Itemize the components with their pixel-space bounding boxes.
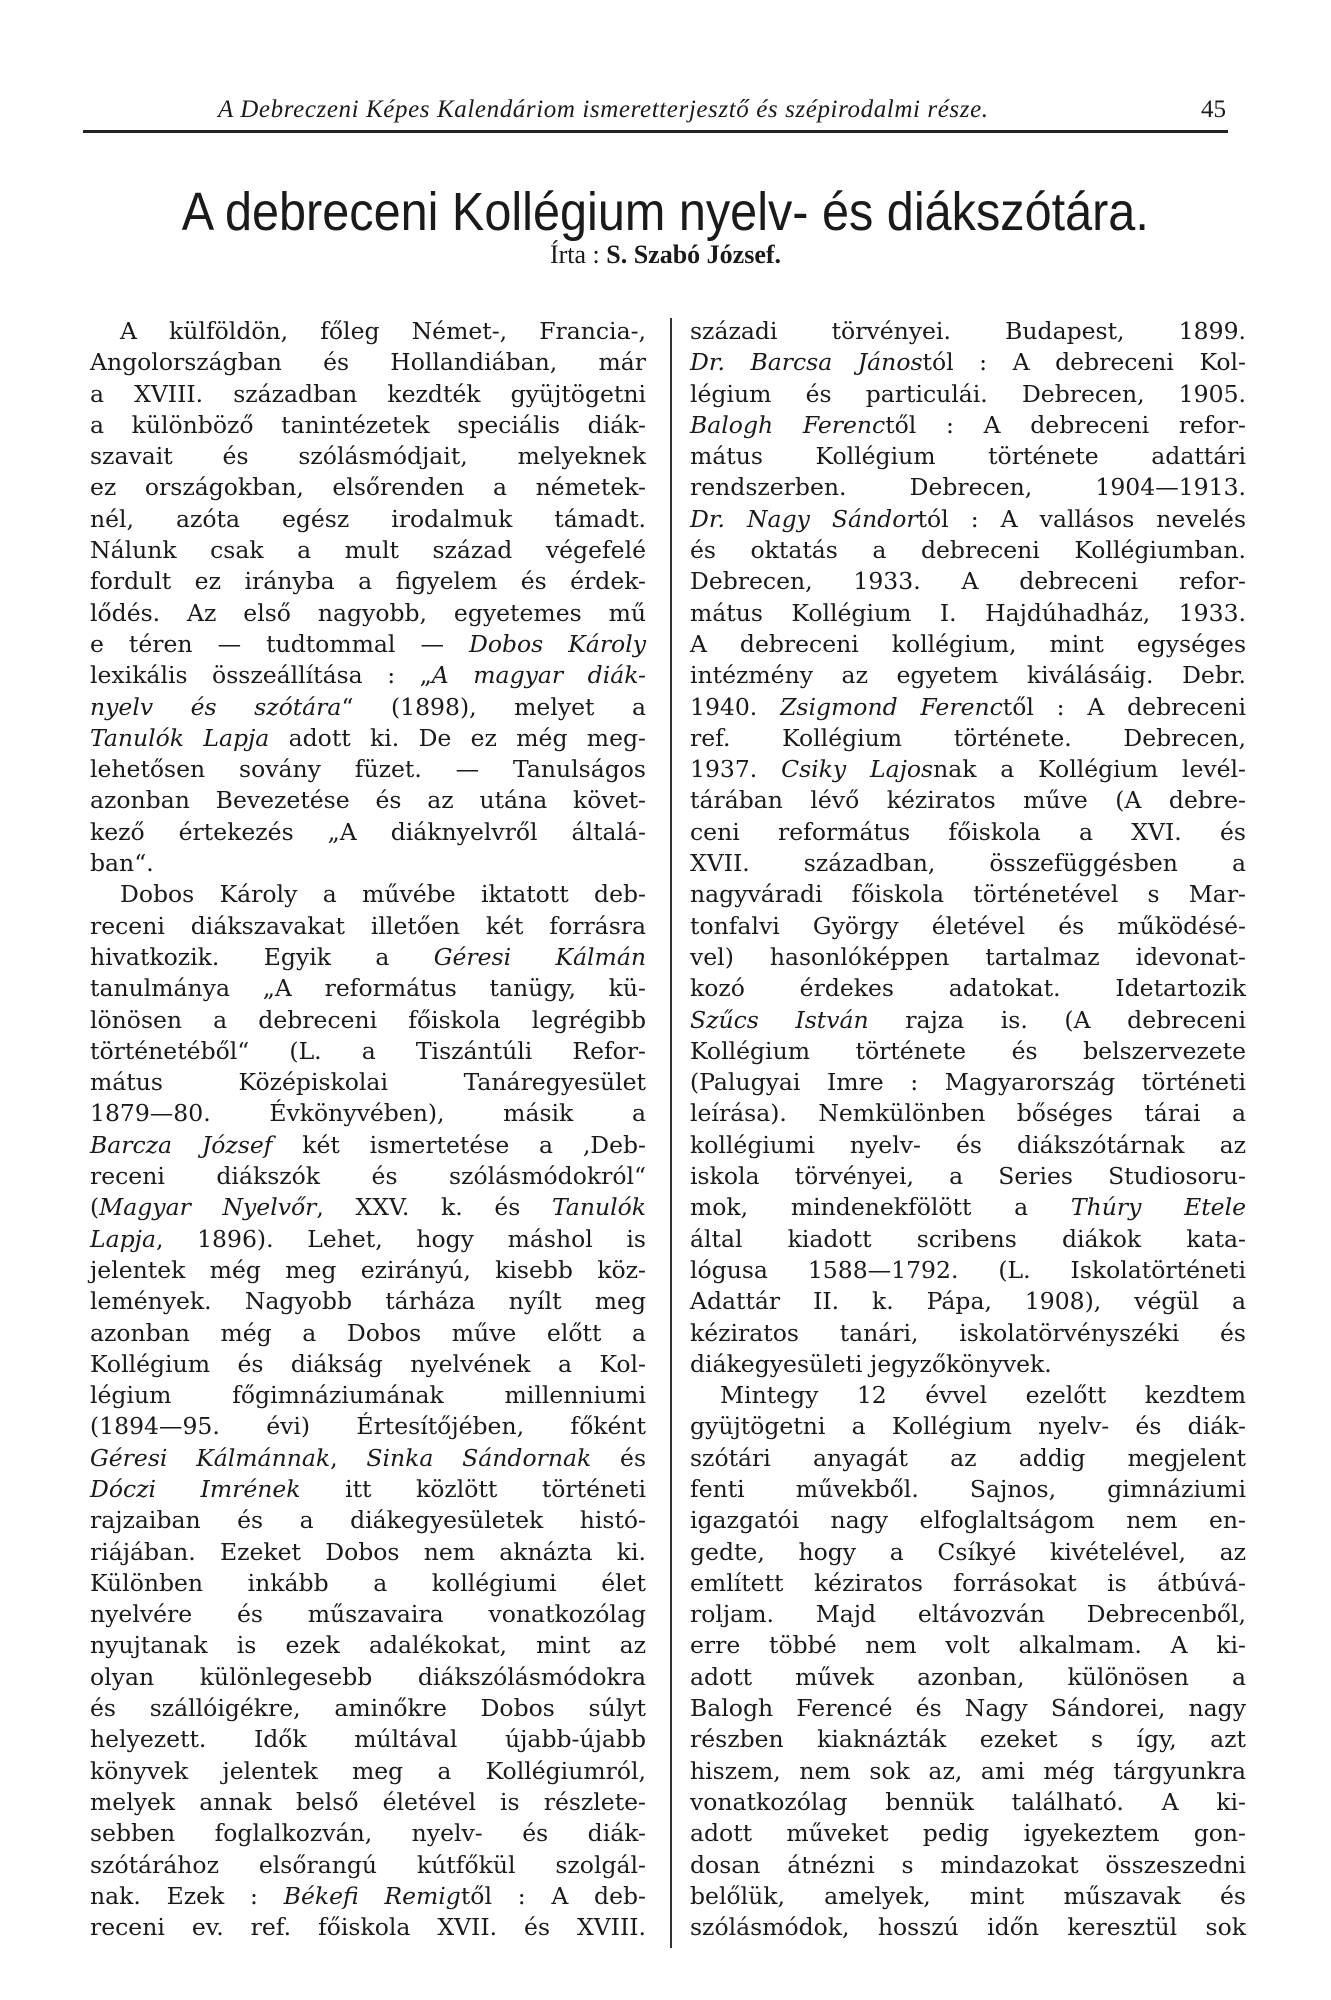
text-segment: XVII. században, összefüggésben a [690, 849, 1246, 878]
text-line [90, 879, 646, 910]
text-segment: nél, azóta egész irodalmuk támadt. [90, 504, 646, 533]
text-line [690, 879, 1246, 910]
text-segment: belőlük, amelyek, mint műszavak és [690, 1881, 1246, 1910]
text-line [90, 1630, 646, 1661]
text-segment: diákegyesületi jegyzőkönyvek. [690, 1349, 1052, 1378]
italic-text: Dr. Nagy Sándor [690, 504, 918, 533]
text-line [690, 1881, 1246, 1912]
text-segment: itt közlött történeti [300, 1474, 647, 1503]
text-line [690, 1505, 1246, 1536]
text-line [690, 817, 1246, 848]
text-line [690, 1630, 1246, 1661]
text-segment: mátus Középiskolai Tanáregyesület [90, 1068, 646, 1097]
text-line [90, 410, 646, 441]
text-line [690, 1756, 1246, 1787]
text-segment: Angolországban és Hollandiában, már [90, 348, 646, 377]
text-segment: századi törvényei. Budapest, 1899. [690, 317, 1246, 345]
text-segment: tól : A debreceni Kol- [922, 348, 1246, 377]
text-segment: azonban még a Dobos műve előtt a [90, 1318, 646, 1347]
text-segment: e téren — tudtommal — [90, 629, 469, 658]
italic-text: Tanulók Lapja [90, 723, 270, 752]
text-line [690, 316, 1246, 347]
text-segment: , 1896). Lehet, hogy máshol is [155, 1224, 646, 1253]
text-segment: 1879—80. Évkönyvében), másik a [90, 1099, 646, 1128]
text-line [90, 1255, 646, 1286]
text-segment: azonban Bevezetése és az utána követ- [90, 786, 646, 815]
text-line [690, 379, 1246, 410]
text-line [90, 535, 646, 566]
text-segment: tonfalvi György életével és működésé- [690, 911, 1246, 940]
italic-text: Békefi Remig [283, 1881, 461, 1910]
text-line [690, 1098, 1246, 1129]
text-segment: receni diákszók és szólásmódokról“ [90, 1162, 646, 1191]
italic-text: Géresi Kálmánnak [90, 1443, 331, 1472]
text-segment: sebben foglalkozván, nyelv- és diák- [90, 1819, 646, 1848]
text-line [690, 472, 1246, 503]
text-segment: rajza is. (A debreceni [868, 1005, 1247, 1034]
italic-text: Balogh Ferenc [690, 410, 886, 439]
text-line [90, 1098, 646, 1129]
text-line [690, 1662, 1246, 1693]
text-line [690, 535, 1246, 566]
text-line [90, 692, 646, 723]
text-line [90, 1537, 646, 1568]
text-line [690, 1380, 1246, 1411]
text-segment: hivatkozik. Egyik a [90, 942, 434, 971]
italic-text: Tanulók [551, 1193, 646, 1222]
text-line [690, 1724, 1246, 1755]
text-line [90, 347, 646, 378]
text-segment: rajzaiban és a diákegyesületek histó- [90, 1506, 646, 1535]
italic-text: Géresi Kálmán [433, 942, 646, 971]
text-line [90, 1224, 646, 1255]
text-line [690, 1474, 1246, 1505]
italic-text: Szűcs István [690, 1005, 869, 1034]
italic-text: Dóczi Imrének [90, 1474, 301, 1503]
text-line [690, 973, 1246, 1004]
text-line [90, 566, 646, 597]
text-segment: kollégiumi nyelv- és diákszótárnak az [690, 1130, 1246, 1159]
text-segment: (Palugyai Imre : Magyarország történeti [690, 1068, 1246, 1097]
text-line [690, 848, 1246, 879]
text-segment: gyüjtögetni a Kollégium nyelv- és diák- [690, 1412, 1246, 1441]
text-segment: melyek annak belső életével is részlete- [90, 1787, 646, 1816]
text-segment: tárában lévő kéziratos műve (A debre- [690, 786, 1246, 815]
text-segment: ceni református főiskola a XVI. és [690, 817, 1246, 846]
text-line [90, 504, 646, 535]
text-line [90, 1912, 646, 1943]
text-line [90, 1380, 646, 1411]
text-line [690, 1192, 1246, 1223]
text-segment: 1940. [690, 692, 781, 721]
text-segment: légium és particulái. Debrecen, 1905. [690, 379, 1246, 408]
text-line [90, 1411, 646, 1442]
text-line [90, 1724, 646, 1755]
text-segment: től : A debreceni refor- [885, 410, 1246, 439]
italic-text: Dr. Barcsa János [690, 348, 923, 377]
text-segment: ez országokban, elsőrenden a németek- [90, 473, 646, 502]
text-segment: leírása). Nemkülönben bőséges tárai a [690, 1099, 1246, 1128]
text-line [90, 1599, 646, 1630]
text-line [690, 1411, 1246, 1442]
text-line [90, 441, 646, 472]
text-segment: jelentek még meg ezirányú, kisebb köz- [90, 1255, 646, 1284]
text-line [90, 1756, 646, 1787]
text-segment: mátus Kollégium I. Hajdúhadház, 1933. [690, 598, 1246, 627]
text-segment: Kollégium és diákság nyelvének a Kol- [90, 1349, 646, 1378]
text-segment: lemények. Nagyobb tárháza nyílt meg [90, 1287, 646, 1316]
page-number: 45 [1201, 96, 1226, 123]
text-segment: receni ev. ref. főiskola XVII. és XVIII. [90, 1913, 646, 1942]
text-line [690, 692, 1246, 723]
text-line [690, 1005, 1246, 1036]
text-line [90, 1881, 646, 1912]
text-segment: Debrecen, 1933. A debreceni refor- [690, 567, 1246, 596]
text-segment: könyvek jelentek meg a Kollégiumról, [90, 1756, 646, 1785]
text-line [90, 1192, 646, 1223]
text-segment: “ (1898), melyet a [341, 692, 646, 721]
text-segment: Balogh Ferencé és Nagy Sándorei, nagy [690, 1694, 1246, 1723]
text-line [690, 598, 1246, 629]
text-segment: Dobos Károly a művébe iktatott deb- [120, 880, 646, 909]
text-segment: gedte, hogy a Csíkyé kivételével, az [690, 1537, 1246, 1566]
italic-text: Dobos Károly [468, 629, 646, 658]
text-segment: tanulmánya „A református tanügy, kü- [90, 974, 646, 1003]
text-line [690, 504, 1246, 535]
text-segment: fenti művekből. Sajnos, gimnáziumi [690, 1474, 1246, 1503]
text-segment: részben kiaknázták ezeket s így, azt [690, 1725, 1246, 1754]
text-line [90, 1505, 646, 1536]
text-line [90, 1474, 646, 1505]
text-segment: ( [90, 1193, 100, 1222]
left-column [90, 316, 646, 1943]
text-segment: és [591, 1443, 646, 1472]
text-line [690, 347, 1246, 378]
text-segment: vonatkozólag bennük található. A ki- [690, 1787, 1246, 1816]
text-line [90, 1067, 646, 1098]
text-segment: nagyváradi főiskola történetével s Mar- [690, 880, 1246, 909]
text-segment: lönösen a debreceni főiskola legrégibb [90, 1005, 646, 1034]
text-line [690, 1850, 1246, 1881]
text-segment: Nálunk csak a mult század végefelé [90, 536, 646, 565]
text-line [90, 660, 646, 691]
text-line [90, 1662, 646, 1693]
text-segment: erre többé nem volt alkalmam. A ki- [690, 1631, 1246, 1660]
text-line [690, 1443, 1246, 1474]
text-line [90, 785, 646, 816]
article-title-text: A debreceni Kollégium nyelv- és diákszótára. [181, 182, 1150, 242]
text-line [690, 566, 1246, 597]
text-segment: adott művek azonban, különösen a [690, 1662, 1246, 1691]
text-line [690, 441, 1246, 472]
text-line [690, 1787, 1246, 1818]
text-segment: A külföldön, főleg Német-, Francia-, [120, 317, 646, 345]
text-line [90, 1130, 646, 1161]
text-line [690, 911, 1246, 942]
italic-text: Magyar Nyelvőr [99, 1193, 317, 1222]
text-segment: től : A debreceni [1002, 692, 1246, 721]
text-line [90, 1568, 646, 1599]
running-head-title: A Debreczeni Képes Kalendáriom ismeretterjesztő és szépirodalmi része. [218, 96, 989, 123]
author-name: S. Szabó József. [606, 240, 782, 269]
text-segment: lexikális összeállítása : „ [90, 661, 432, 690]
text-segment: lehetősen sovány füzet. — Tanulságos [90, 755, 646, 784]
text-segment: , XXV. k. és [316, 1193, 552, 1222]
text-line [90, 973, 646, 1004]
text-segment: vel) hasonlóképpen tartalmaz idevonat- [690, 942, 1246, 971]
text-line [690, 1036, 1246, 1067]
text-line [690, 1067, 1246, 1098]
text-line [90, 1318, 646, 1349]
right-column [690, 316, 1246, 1943]
text-segment: és oktatás a debreceni Kollégiumban. [690, 536, 1246, 565]
text-segment: lógusa 1588—1792. (L. Iskolatörténeti [690, 1255, 1246, 1284]
text-segment: említett kéziratos forrásokat is átbúvá- [690, 1568, 1246, 1597]
italic-text: Barcza József [90, 1130, 273, 1159]
text-line [90, 817, 646, 848]
text-segment: helyezett. Idők múltával újabb-újabb [90, 1725, 646, 1754]
text-segment: adott műveket pedig igyekeztem gon- [690, 1819, 1246, 1848]
text-line [690, 1349, 1246, 1380]
text-segment: roljam. Majd eltávozván Debrecenből, [690, 1600, 1246, 1629]
text-line [690, 1161, 1246, 1192]
italic-text: Zsigmond Ferenc [780, 692, 1003, 721]
text-segment: igazgatói nagy elfoglaltságom nem en- [690, 1506, 1246, 1535]
byline [0, 240, 1331, 270]
text-line [690, 942, 1246, 973]
text-segment: dosan átnézni s mindazokat összeszedni [690, 1850, 1246, 1879]
text-segment: szótárához elsőrangú kútfőkül szolgál- [90, 1850, 646, 1879]
text-segment: két ismertetése a ‚Deb- [272, 1130, 646, 1159]
text-line [690, 723, 1246, 754]
text-segment: nyelvére és műszavaira vonatkozólag [90, 1600, 646, 1629]
text-segment: receni diákszavakat illetően két forrásra [90, 911, 646, 940]
text-line [690, 785, 1246, 816]
text-line [690, 1286, 1246, 1317]
text-segment: , [330, 1443, 367, 1472]
text-line [690, 1818, 1246, 1849]
text-line [690, 1318, 1246, 1349]
text-segment: nak. Ezek : [90, 1881, 284, 1910]
text-line [690, 1255, 1246, 1286]
text-line [90, 1787, 646, 1818]
text-segment: hiszem, nem sok az, ami még tárgyunkra [690, 1756, 1246, 1785]
text-segment: nak a Kollégium levél- [933, 755, 1246, 784]
text-line [690, 1693, 1246, 1724]
italic-text: Lapja [90, 1224, 156, 1253]
text-line [690, 1599, 1246, 1630]
text-segment: Különben inkább a kollégiumi élet [90, 1568, 646, 1597]
text-line [90, 472, 646, 503]
text-segment: tól : A vallásos nevelés [917, 504, 1247, 533]
byline-prefix: Írta : [549, 240, 600, 269]
text-segment: szótári anyagát az addig megjelent [690, 1443, 1246, 1472]
text-line [690, 410, 1246, 441]
text-segment: szólásmódok, hosszú időn keresztül sok [690, 1913, 1246, 1942]
text-line [90, 1443, 646, 1474]
text-segment: Adattár II. k. Pápa, 1908), végül a [690, 1287, 1246, 1316]
text-segment: rendszerben. Debrecen, 1904—1913. [690, 473, 1246, 502]
text-line [690, 1130, 1246, 1161]
text-segment: (1894—95. évi) Értesítőjében, főként [90, 1412, 646, 1441]
text-segment: iskola törvényei, a Series Studiosoru- [690, 1162, 1246, 1191]
text-line [90, 911, 646, 942]
text-line [90, 1005, 646, 1036]
italic-text: A magyar diák- [431, 661, 646, 690]
column-rule [670, 318, 672, 1948]
text-segment: által kiadott scribens diákok kata- [690, 1224, 1246, 1253]
italic-text: Csiky Lajos [781, 755, 934, 784]
text-line [90, 598, 646, 629]
text-segment: kező értekezés „A diáknyelvről általá- [90, 817, 646, 846]
text-segment: kéziratos tanári, iskolatörvényszéki és [690, 1318, 1246, 1347]
text-segment: lődés. Az első nagyobb, egyetemes mű [90, 598, 646, 627]
running-head [83, 92, 1228, 128]
italic-text: Sinka Sándornak [366, 1443, 592, 1472]
text-segment: a különböző tanintézetek speciális diák- [90, 410, 646, 439]
text-segment: től : A deb- [460, 1881, 646, 1910]
text-line [90, 848, 646, 879]
text-line [90, 316, 646, 347]
italic-text: nyelv és szótára [90, 692, 342, 721]
text-segment: Mintegy 12 évvel ezelőtt kezdtem [720, 1381, 1246, 1410]
text-segment: fordult ez irányba a figyelem és érdek- [90, 567, 646, 596]
text-line [90, 1161, 646, 1192]
text-segment: mátus Kollégium története adattári [690, 442, 1246, 471]
text-line [690, 629, 1246, 660]
text-line [90, 1818, 646, 1849]
text-line [90, 629, 646, 660]
text-line [90, 942, 646, 973]
text-line [90, 754, 646, 785]
text-line [690, 1537, 1246, 1568]
text-line [690, 1224, 1246, 1255]
article-title [0, 180, 1331, 244]
text-line [90, 379, 646, 410]
text-line [90, 1036, 646, 1067]
text-line [690, 1568, 1246, 1599]
text-segment: nyujtanak is ezek adalékokat, mint az [90, 1631, 646, 1660]
text-segment: olyan különlegesebb diákszólásmódokra [90, 1662, 646, 1691]
text-segment: történetéből“ (L. a Tiszántúli Refor- [90, 1036, 646, 1065]
text-segment: szavait és szólásmódjait, melyeknek [90, 442, 646, 471]
text-segment: A debreceni kollégium, mint egységes [690, 629, 1246, 658]
text-line [90, 1850, 646, 1881]
italic-text: Thúry Etele [1070, 1193, 1246, 1222]
text-segment: a XVIII. században kezdték gyüjtögetni [90, 379, 646, 408]
text-segment: légium főgimnáziumának millenniumi [90, 1381, 646, 1410]
text-line [90, 723, 646, 754]
text-segment: ref. Kollégium története. Debrecen, [690, 723, 1246, 752]
text-segment: adott ki. De ez még meg- [269, 723, 646, 752]
text-line [690, 754, 1246, 785]
text-line [90, 1349, 646, 1380]
text-segment: Kollégium története és belszervezete [690, 1036, 1246, 1065]
text-segment: ban“. [90, 849, 154, 878]
text-segment: mok, mindenekfölött a [690, 1193, 1071, 1222]
text-segment: 1937. [690, 755, 782, 784]
text-line [90, 1693, 646, 1724]
text-segment: intézmény az egyetem kiválásáig. Debr. [690, 661, 1246, 690]
text-line [690, 660, 1246, 691]
text-segment: riájában. Ezeket Dobos nem aknázta ki. [90, 1537, 646, 1566]
text-segment: és szállóigékre, aminőkre Dobos súlyt [90, 1694, 646, 1723]
text-line [90, 1286, 646, 1317]
header-rule [83, 130, 1228, 133]
text-segment: kozó érdekes adatokat. Idetartozik [690, 974, 1246, 1003]
text-line [690, 1912, 1246, 1943]
